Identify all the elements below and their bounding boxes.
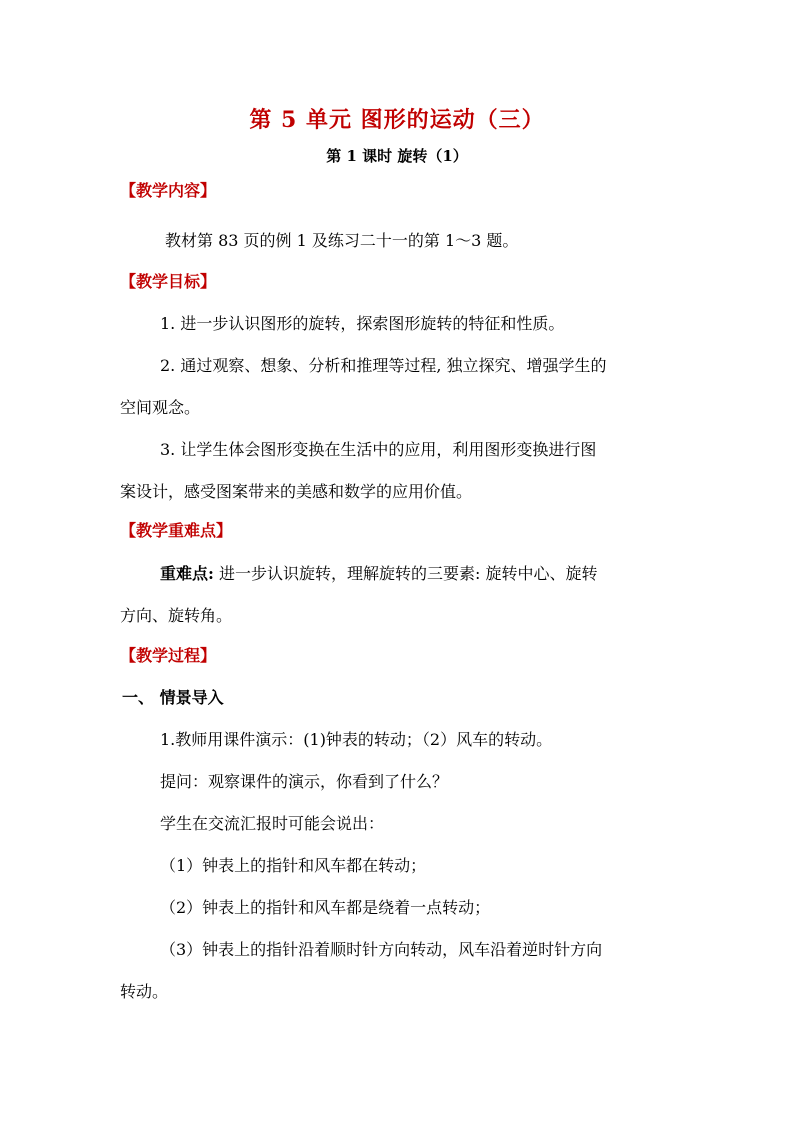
section-heading-keypoints: 【教学重难点】 <box>120 521 233 540</box>
goal-item-2-line-2: 空间观念。 <box>120 398 201 417</box>
process-paragraph-4: （1）钟表上的指针和风车都在转动； <box>160 856 427 875</box>
goal-item-3-line-2: 案设计，感受图案带来的美感和数学的应用价值。 <box>120 482 473 501</box>
process-part-1-heading: 一、 情景导入 <box>122 688 224 707</box>
process-paragraph-3: 学生在交流汇报时可能会说出： <box>160 814 385 833</box>
goal-item-3-line-1: 3. 让学生体会图形变换在生活中的应用，利用图形变换进行图 <box>160 440 597 459</box>
process-paragraph-1: 1.教师用课件演示：(1)钟表的转动；（2）风车的转动。 <box>160 730 553 749</box>
lesson-title: 第 5 单元 图形的运动（三） <box>249 107 545 133</box>
process-paragraph-6-line-2: 转动。 <box>120 982 169 1001</box>
section-heading-goals: 【教学目标】 <box>120 272 217 291</box>
goal-item-1: 1. 进一步认识图形的旋转，探索图形旋转的特征和性质。 <box>160 314 565 333</box>
section-heading-process: 【教学过程】 <box>120 646 217 665</box>
keypoints-line-1 <box>160 561 598 584</box>
goal-item-2-line-1: 2. 通过观察、想象、分析和推理等过程, 独立探究、增强学生的 <box>160 356 607 375</box>
process-paragraph-2: 提问：观察课件的演示，你看到了什么？ <box>160 772 449 791</box>
keypoints-text: 进一步认识旋转，理解旋转的三要素: 旋转中心、旋转 <box>213 564 598 583</box>
keypoints-line-2: 方向、旋转角。 <box>120 606 233 625</box>
lesson-subtitle: 第 1 课时 旋转（1） <box>326 147 468 165</box>
process-paragraph-6-line-1: （3）钟表上的指针沿着顺时针方向转动，风车沿着逆时针方向 <box>160 940 603 959</box>
keypoints-label: 重难点: <box>160 564 214 583</box>
section-heading-content: 【教学内容】 <box>120 181 217 200</box>
content-text: 教材第 83 页的例 1 及练习二十一的第 1～3 题。 <box>165 231 519 250</box>
process-paragraph-5: （2）钟表上的指针和风车都是绕着一点转动； <box>160 898 491 917</box>
